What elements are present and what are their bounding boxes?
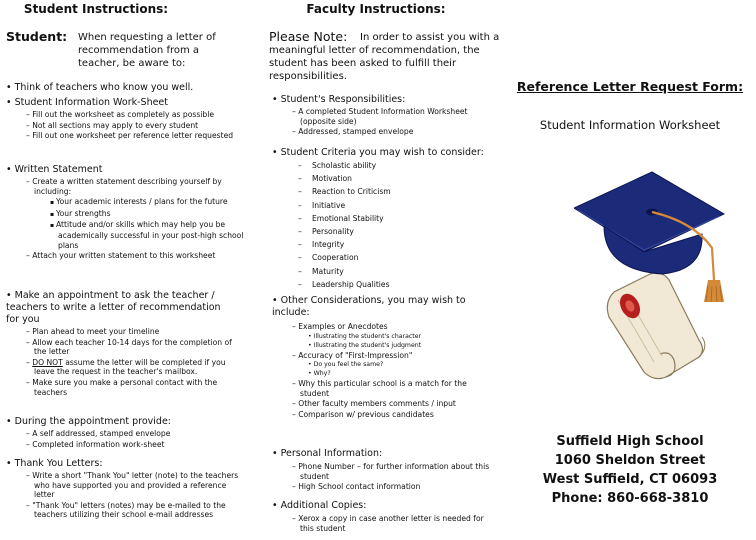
list-item: – Why this particular school is a match for the student [272,379,484,398]
criteria-item: – Personality [313,225,391,238]
please-note-inline: In order to assist you with a [360,32,500,43]
appointment-section [6,290,232,397]
personal-info-heading: • Personal Information: [272,448,496,460]
personal-info-section [272,448,496,492]
criteria-item: – Leadership Qualities [313,278,391,291]
list-item: – A completed Student Information Worksheet (opposite side) [272,107,500,126]
student-intro-text: When requesting a letter of recommendation from a teacher, be aware to: [78,32,216,69]
criteria-item: – Reaction to Criticism [313,185,391,198]
think-text: • Think of teachers who know you well. [6,82,248,94]
do-not-emphasis: DO NOT [32,357,63,367]
thank-you-heading: • Thank You Letters: [6,458,248,470]
criteria-item: – Emotional Stability [313,212,391,225]
written-heading: • Written Statement [6,164,248,176]
list-item: – Accuracy of "First-Impression" [272,351,484,361]
list-item: – Not all sections may apply to every student [6,121,248,131]
list-item: • Illustrating the student's character [272,332,484,341]
graduation-cap-diploma-image [574,152,734,382]
other-considerations-section [272,295,484,420]
criteria-item: – Maturity [313,265,391,278]
list-item: – Other faculty members comments / input [272,399,484,409]
additional-copies-section [272,500,496,533]
other-considerations-heading: • Other Considerations, you may wish to include: [272,295,484,319]
list-item: – Allow each teacher 10-14 days for the completion of the letter [6,338,232,357]
list-item: – "Thank You" letters (notes) may be e-mailed to the teachers utilizing their school e-mail addresses [6,501,248,520]
student-column [0,0,252,540]
during-section [6,416,248,449]
school-name: Suffield High School [556,434,704,449]
list-item: – Examples or Anecdotes [272,322,484,332]
student-label: Student: [6,29,68,44]
list-item: – Fill out one worksheet per reference letter requested [6,131,248,141]
school-street: 1060 Sheldon Street [554,453,706,468]
worksheet-section [6,97,248,141]
faculty-instructions-title: Faculty Instructions: [306,2,446,16]
responsibilities-heading: • Student's Responsibilities: [272,94,500,106]
graduation-cap-icon [574,172,724,274]
list-item: – A self addressed, stamped envelope [6,429,248,439]
list-item: • Do you feel the same? [272,360,484,369]
list-item: ▪ Attitude and/or skills which may help you be academically successful in your post-high school plans [6,220,248,250]
additional-copies-heading: • Additional Copies: [272,500,496,512]
responsibilities-section [272,94,500,137]
list-item: – Completed information work-sheet [6,440,248,450]
list-item: – Addressed, stamped envelope [272,127,500,137]
list-item [6,358,232,377]
list-item: – Comparison w/ previous candidates [272,410,484,420]
list-item: – Attach your written statement to this worksheet [6,251,248,261]
list-item: – Phone Number – for further information about this student [272,462,496,481]
diploma-scroll-icon [607,273,705,379]
appointment-heading: • Make an appointment to ask the teacher / teachers to write a letter of recommendation for you [6,290,232,326]
criteria-item: – Motivation [313,172,391,185]
faculty-column [252,0,504,540]
cover-column [504,0,756,540]
list-item: – Plan ahead to meet your timeline [6,327,232,337]
list-item: • Illustrating the student's judgment [272,341,484,350]
criteria-section [272,147,500,159]
criteria-item: – Integrity [313,238,391,251]
list-item: – High School contact information [272,482,496,492]
criteria-item: – Initiative [313,199,391,212]
list-item: ▪ Your strengths [6,209,248,220]
list-item: – Make sure you make a personal contact with the teachers [6,378,232,397]
student-instructions-title: Student Instructions: [23,2,169,16]
school-city: West Suffield, CT 06093 [542,472,718,487]
criteria-item: – Scholastic ability [313,159,391,172]
think-section [6,82,248,94]
criteria-list [313,159,391,291]
list-item: – Fill out the worksheet as completely as possible [6,110,248,120]
during-heading: • During the appointment provide: [6,416,248,428]
school-phone: Phone: 860-668-3810 [551,491,709,506]
please-note-label: Please Note: [269,29,348,44]
written-section [6,164,248,261]
thank-you-section [6,458,248,520]
please-note-text: meaningful letter of recommendation, the student has been asked to fulfill their responsibilities. [269,45,480,82]
list-item: – Xerox a copy in case another letter is needed for this student [272,514,496,533]
school-info [504,432,756,508]
worksheet-subtitle: Student Information Worksheet [539,118,721,132]
worksheet-heading: • Student Information Work-Sheet [6,97,248,109]
list-item: – Write a short "Thank You" letter (note) to the teachers who have supported you and provided a reference letter [6,471,248,500]
criteria-item: – Cooperation [313,251,391,264]
criteria-heading: • Student Criteria you may wish to consider: [272,147,500,159]
list-item: • Why? [272,369,484,378]
reference-form-title: Reference Letter Request Form: [516,79,744,94]
do-not-rest: assume the letter will be completed if you leave the request in the teacher's mailbox. [34,357,226,377]
list-item: – Create a written statement describing yourself by including: [6,177,248,196]
list-item: ▪ Your academic interests / plans for the future [6,197,248,208]
